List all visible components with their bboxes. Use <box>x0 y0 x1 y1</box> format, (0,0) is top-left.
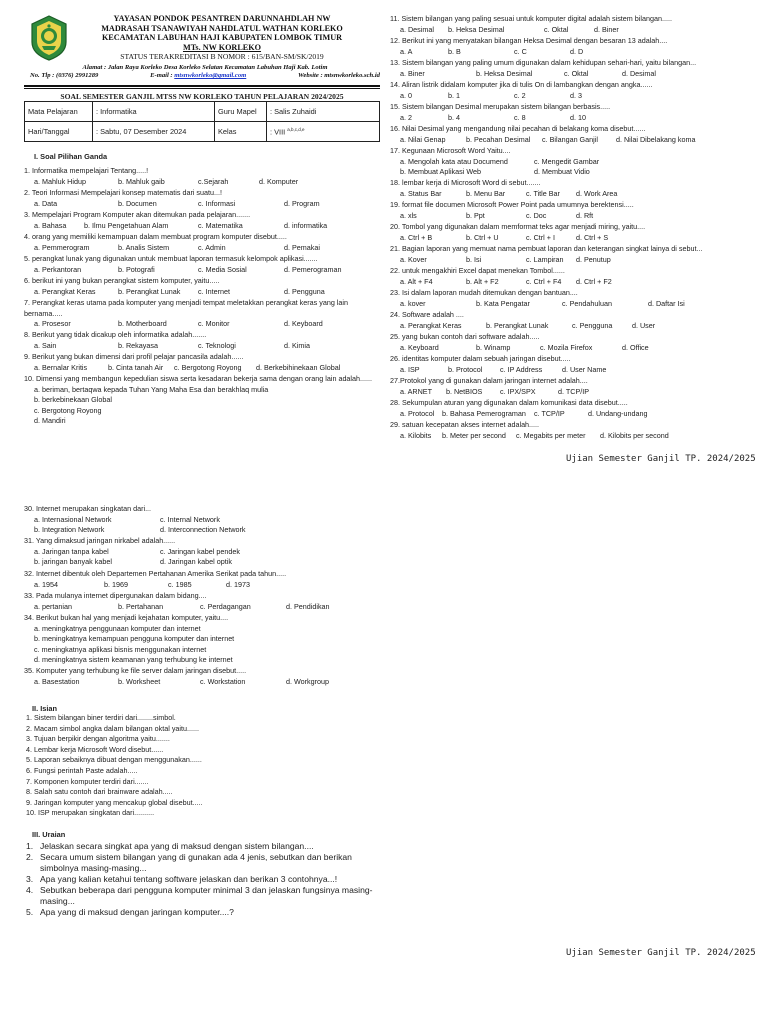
section-2-title: II. Isian <box>32 704 58 713</box>
option: d. Office <box>622 342 649 352</box>
option: d. Interconnection Network <box>160 525 246 535</box>
email-label: E-mail : <box>150 72 173 80</box>
fill-in-item: 6. Fungsi perintah Paste adalah..... <box>26 765 138 775</box>
question-text: 31. Yang dimaksud jaringan nirkabel adalah...... <box>24 536 176 545</box>
option: c. Internal Network <box>160 514 220 524</box>
page-footer: Ujian Semester Ganjil TP. 2024/2025 <box>566 948 756 958</box>
question-text: 2. Teori Informasi Mempelajari konsep matematis dari suatu...! <box>24 188 223 197</box>
option: a. Status Bar <box>400 188 442 198</box>
option: a. Ctrl + B <box>400 232 433 242</box>
question-30 <box>24 504 246 536</box>
option: c. Bilangan Ganjil <box>542 134 598 144</box>
letterhead-line: MADRASAH TSANAWIYAH NAHDLATUL WATHAN KORLEKO <box>101 23 343 33</box>
question-31 <box>24 536 240 568</box>
option: a. Alt + F4 <box>400 276 433 286</box>
option: a. Sain <box>34 340 57 350</box>
option: d. 1973 <box>226 579 250 589</box>
fill-in-list <box>26 713 203 819</box>
option: d. 3 <box>570 90 582 100</box>
option: d. Ctrl + S <box>576 232 609 242</box>
website-text: Website : mtsnwkorleko.sch.id <box>298 72 380 80</box>
option: d. Workgroup <box>286 676 330 686</box>
question-18 <box>390 178 617 199</box>
option: b. Perangkat Lunak <box>118 286 181 296</box>
essay-list <box>26 841 376 918</box>
question-14 <box>390 80 652 101</box>
question-text: 3. Mempelajari Program Komputer akan ditemukan pada pelajaran....... <box>24 210 251 219</box>
essay-text: Sebutkan beberapa dari pengguna komputer minimal 3 dan jelaskan fungsinya masing-masing... <box>40 885 373 906</box>
option: a. Desimal <box>400 24 434 34</box>
question-12 <box>390 36 667 57</box>
option: c. IPX/SPX <box>500 386 536 396</box>
essay-number: 4. <box>26 885 34 895</box>
option: b. B <box>448 46 461 56</box>
question-19 <box>390 200 634 221</box>
option: c. TCP/IP <box>534 408 565 418</box>
option: c. 1985 <box>168 579 192 589</box>
option: b. Analis Sistem <box>118 242 170 252</box>
fill-in-item: 1. Sistem bilangan biner terdiri dari........simbol. <box>26 713 176 722</box>
option: a. ISP <box>400 364 420 374</box>
essay-number: 1. <box>26 841 34 851</box>
question-text: 14. Aliran listrik didalam komputer jika di tulis On di lambangkan dengan angka...... <box>390 80 653 89</box>
option: a. Bahasa <box>34 220 67 230</box>
question-text: 7. Perangkat keras utama pada komputer yang menjadi tempat meletakkan perangkat keras yang lain bernama..... <box>24 298 349 318</box>
essay-item <box>26 885 376 907</box>
question-text: 13. Sistem bilangan yang paling umum digunakan dalam kehidupan sehari-hari, yaitu bilangan... <box>390 58 697 67</box>
option: c. Matematika <box>198 220 243 230</box>
option: b. 1969 <box>104 579 128 589</box>
question-15 <box>390 102 610 123</box>
question-29 <box>390 420 669 441</box>
question-text: 10. Dimensi yang membangun kepedulian siswa serta kesadaran bekerja sama dengan orang lain adalah...... <box>24 374 373 383</box>
fill-in-item: 9. Jaringan komputer yang mencakup global disebut..... <box>26 797 203 807</box>
question-text: 20. Tombol yang digunakan dalam memformat teks agar menjadi miring, yaitu.... <box>390 222 646 231</box>
class-value: : VIII <box>270 127 286 137</box>
option: d. Ctrl + F2 <box>576 276 612 286</box>
option: d. Nilai Dibelakang koma <box>616 134 696 144</box>
class-sections: a,b,c,d,e <box>287 126 305 132</box>
question-text: 8. Berikut yang tidak dicakup oleh informatika adalah....... <box>24 330 207 339</box>
option: d. Penutup <box>576 254 611 264</box>
option: a. 1954 <box>34 579 58 589</box>
option: a. Bernalar Kritis <box>34 362 88 372</box>
option: a. Nilai Genap <box>400 134 446 144</box>
option: c. Pendahuluan <box>562 298 612 308</box>
essay-text: Secara umum sistem bilangan yang di gunakan ada 4 jenis, sebutkan dan berikan simbolnya masing-masing... <box>40 852 352 873</box>
class-label: Kelas <box>215 122 267 142</box>
address-line: Alamat : Jalan Raya Korleko Desa Korleko Selatan Kecamatan Labuhan Haji Kab. Lotim <box>82 64 328 71</box>
option: d. Jaringan kabel optik <box>160 557 232 567</box>
option: c. Pengguna <box>572 320 613 330</box>
option: a. pertanian <box>34 601 72 611</box>
address-block <box>30 64 380 80</box>
question-5 <box>24 254 342 275</box>
question-text: 25. yang bukan contoh dari software adalah..... <box>390 332 540 341</box>
option: d. Pemakai <box>284 242 320 252</box>
essay-text: Apa yang kalian ketahui tentang software jelaskan dan berikan 3 contohnya...! <box>40 874 338 884</box>
option: d. User Name <box>562 364 607 374</box>
exam-info-table <box>24 101 380 142</box>
option: b. Rekayasa <box>118 340 158 350</box>
option: b. Protocol <box>448 364 483 374</box>
question-text: 30. Internet merupakan singkatan dari... <box>24 504 152 513</box>
option: c. IP Address <box>500 364 543 374</box>
option: b. Heksa Desimal <box>448 24 505 34</box>
option: c. Teknologi <box>198 340 236 350</box>
letterhead-line: KECAMATAN LABUHAN HAJI KABUPATEN LOMBOK TIMUR <box>101 33 343 43</box>
option: b. Integration Network <box>34 525 105 535</box>
option: d. Keyboard <box>284 319 323 329</box>
option: d. Pemerograman <box>284 264 342 274</box>
option: b. Membuat Aplikasi Web <box>400 167 481 177</box>
option: a. Kilobits <box>400 430 432 440</box>
question-23 <box>390 288 685 309</box>
option: d. User <box>632 320 656 330</box>
question-text: 33. Pada mulanya internet dipergunakan dalam bidang.... <box>24 591 207 600</box>
question-text: 34. Berikut bukan hal yang menjadi kejahatan komputer, yaitu.... <box>24 613 229 622</box>
option: c. Informasi <box>198 198 236 208</box>
option: b. Cinta tanah Air <box>108 362 164 372</box>
question-text: 12. Berikut ini yang menyatakan bilangan Heksa Desimal dengan besaran 13 adalah.... <box>390 36 668 45</box>
fill-in-item: 3. Tujuan berpikir dengan algoritma yaitu....... <box>26 734 170 744</box>
letterhead-line: YAYASAN PONDOK PESANTREN DARUNNAHDLAH NW <box>113 14 331 23</box>
option: d. D <box>570 46 584 56</box>
section-3-title: III. Uraian <box>32 830 66 839</box>
option: b. jaringan banyak kabel <box>34 557 112 567</box>
header-divider-thin <box>24 88 380 89</box>
question-text: 19. format file documen Microsoft Power Point pada umumnya berektensi..... <box>390 200 634 209</box>
fill-in-item: 8. Salah satu contoh dari brainware adalah..... <box>26 787 173 797</box>
question-20 <box>390 222 645 243</box>
essay-text: Apa yang di maksud dengan jaringan komputer....? <box>40 907 234 917</box>
question-27 <box>390 376 589 397</box>
option: b. berkebinekaan Global <box>34 395 112 405</box>
option: b. Pertahanan <box>118 601 164 611</box>
option: b. Meter per second <box>442 430 506 440</box>
question-1 <box>24 166 298 187</box>
option: d. 10 <box>570 112 586 122</box>
question-33 <box>24 591 330 612</box>
option: d. Desimal <box>622 68 656 78</box>
fill-in-item: 5. Laporan sebaiknya dibuat dengan menggunakan...... <box>26 755 202 765</box>
option: c. meningkatnya aplikasi bisnis menggunakan internet <box>34 644 207 654</box>
option: a. Perangkat Keras <box>400 320 462 330</box>
school-name: MTs. NW KORLEKO <box>182 42 262 52</box>
option: d. Daftar Isi <box>648 298 685 308</box>
option: a. xls <box>400 210 417 220</box>
option: c. C <box>514 46 527 56</box>
option: b. Ilmu Pengetahuan Alam <box>84 220 169 230</box>
question-text: 22. untuk mengakhiri Excel dapat menekan Tombol...... <box>390 266 565 275</box>
essay-number: 5. <box>26 907 34 917</box>
option: a. 2 <box>400 112 412 122</box>
option: b. NetBIOS <box>446 386 483 396</box>
option: b. Ctrl + U <box>466 232 499 242</box>
option: a. Pemmerogram <box>34 242 90 252</box>
option: a. 0 <box>400 90 412 100</box>
option: c. Mengedit Gambar <box>534 156 600 166</box>
question-32 <box>24 569 286 590</box>
question-11 <box>390 14 672 35</box>
section-1-title: I. Soal Pilihan Ganda <box>34 152 108 161</box>
option: d. Membuat Vidio <box>534 167 590 177</box>
option: b. Bahasa Pemerograman <box>442 408 526 418</box>
option: c.Sejarah <box>198 176 229 186</box>
option: b. Heksa Desimal <box>476 68 533 78</box>
option: c. Mozila Firefox <box>540 342 593 352</box>
option: d. Pengguna <box>284 286 325 296</box>
option: c. Ctrl + I <box>526 232 555 242</box>
option: b. Mahluk gaib <box>118 176 165 186</box>
option: d. Rft <box>576 210 594 220</box>
question-28 <box>390 398 648 419</box>
question-text: 35. Komputer yang terhubung ke file server dalam jaringan disebut..... <box>24 666 247 675</box>
essay-text: Jelaskan secara singkat apa yang di maksud dengan sistem bilangan.... <box>40 841 314 851</box>
question-text: 15. Sistem bilangan Desimal merupakan sistem bilangan berbasis..... <box>390 102 611 111</box>
question-text: 6. berikut ini yang bukan perangkat sistem komputer, yaitu..... <box>24 276 220 285</box>
question-text: 24. Software adalah .... <box>390 310 464 319</box>
option: c. Ctrl + F4 <box>526 276 562 286</box>
option: b. Alt + F2 <box>466 276 499 286</box>
option: b. Potografi <box>118 264 155 274</box>
option: d. Pendidikan <box>286 601 330 611</box>
option: d. Kimia <box>284 340 310 350</box>
fill-in-item: 2. Macam simbol angka dalam bilangan oktal yaitu...... <box>26 723 199 733</box>
date-label: Hari/Tanggal <box>25 122 93 142</box>
option: b. meningkatnya kemampuan pengguna komputer dan internet <box>34 634 235 644</box>
option: d. TCP/IP <box>558 386 590 396</box>
option: c. Lampiran <box>526 254 564 264</box>
option: a. Prosesor <box>34 319 71 329</box>
question-4 <box>24 232 320 253</box>
question-17 <box>390 146 599 178</box>
question-9 <box>24 352 340 373</box>
option: c. Bergotong Royong <box>34 405 102 415</box>
option: b. Motherboard <box>118 319 167 329</box>
question-26 <box>390 354 606 375</box>
date-value: : Sabtu, 07 Desember 2024 <box>93 122 215 142</box>
header-divider <box>24 85 380 87</box>
teacher-label: Guru Mapel <box>215 102 267 122</box>
option: d. Program <box>284 198 320 208</box>
question-text: 26. identitas komputer dalam sebuah jaringan disebut..... <box>390 354 571 363</box>
question-text: 28. Sekumpulan aturan yang digunakan dalam komunikasi data disebut..... <box>390 398 628 407</box>
question-35 <box>24 666 329 687</box>
question-text: 4. orang yang memiliki kemampuan dalam membuat program komputer disebut..... <box>24 232 287 241</box>
option: d. Undang-undang <box>588 408 648 418</box>
option: b. Kata Pengatar <box>476 298 530 308</box>
option: c. Jaringan kabel pendek <box>160 546 240 556</box>
question-34 <box>24 613 234 666</box>
option: c. Oktal <box>564 68 589 78</box>
essay-item <box>26 907 376 918</box>
option: c. Monitor <box>198 319 230 329</box>
email-link[interactable]: mtsnwkorleko@gmail.com <box>174 72 247 80</box>
option: d. Komputer <box>259 176 299 186</box>
option: d. Biner <box>594 24 619 34</box>
question-text: 23. Isi dalam laporan mudah ditemukan dengan bantuan.... <box>390 288 578 297</box>
option: b. Worksheet <box>118 676 161 686</box>
question-text: 17. Kegunaan Microsoft Word Yaitu.... <box>390 146 511 155</box>
question-2 <box>24 188 320 209</box>
teacher-value: : Salis Zuhaidi <box>267 102 380 122</box>
fill-in-item: 7. Komponen komputer terdiri dari....... <box>26 776 149 786</box>
option: b. Menu Bar <box>466 188 506 198</box>
question-21 <box>390 244 702 265</box>
option: a. Mengolah kata atau Documend <box>400 156 508 166</box>
option: c. Internet <box>198 286 230 296</box>
fill-in-item: 4. Lembar kerja Microsoft Word disebut...... <box>26 744 164 754</box>
essay-item <box>26 874 376 885</box>
option: b. Pecahan Desimal <box>466 134 531 144</box>
option: c. Admin <box>198 242 226 252</box>
question-3 <box>24 210 327 231</box>
option: a. A <box>400 46 413 56</box>
option: d. Work Area <box>576 188 618 198</box>
option: a. Keyboard <box>400 342 439 352</box>
page-footer: Ujian Semester Ganjil TP. 2024/2025 <box>566 454 756 464</box>
option: a. Perangkat Keras <box>34 286 96 296</box>
phone-number: No. Tlp : (0376) 2991289 <box>30 72 99 80</box>
question-text: 5. perangkat lunak yang digunakan untuk membuat laporan termasuk kelompok aplikasi....... <box>24 254 318 263</box>
question-text: 29. satuan kecepatan akses internet adalah..... <box>390 420 540 429</box>
option: a. Protocol <box>400 408 435 418</box>
option: c. Perdagangan <box>200 601 251 611</box>
option: c. Oktal <box>544 24 569 34</box>
option: b. Winamp <box>476 342 511 352</box>
subject-value: : Informatika <box>93 102 215 122</box>
option: b. 4 <box>448 112 460 122</box>
essay-number: 3. <box>26 874 34 884</box>
option: a. Basestation <box>34 676 80 686</box>
option: d. Kilobits per second <box>600 430 669 440</box>
option: a. Mahluk Hidup <box>34 176 86 186</box>
question-6 <box>24 276 325 297</box>
question-text: 32. Internet dibentuk oleh Departemen Pertahanan Amerika Serikat pada tahun..... <box>24 569 287 578</box>
option: d. informatika <box>284 220 328 230</box>
option: d. Berkebihinekaan Global <box>256 362 341 372</box>
option: d. meningkatnya sistem keamanan yang terhubung ke internet <box>34 655 233 665</box>
exam-title: SOAL SEMESTER GANJIL MTSS NW KORLEKO TAHUN PELAJARAN 2024/2025 <box>60 92 344 101</box>
essay-item <box>26 841 376 852</box>
question-13 <box>390 58 696 79</box>
essay-item <box>26 852 376 874</box>
option: a. Perkantoran <box>34 264 82 274</box>
question-text: 9. Berikut yang bukan dimensi dari profil pelajar pancasila adalah...... <box>24 352 244 361</box>
option: b. Isi <box>466 254 482 264</box>
question-22 <box>390 266 612 287</box>
letterhead <box>62 14 382 62</box>
option: d. Mandiri <box>34 416 66 426</box>
class-cell <box>267 122 380 142</box>
option: a. ARNET <box>400 386 432 396</box>
option: a. beriman, bertaqwa kepada Tuhan Yang Maha Esa dan berakhlaq mulia <box>34 384 269 394</box>
option: c. Doc <box>526 210 547 220</box>
question-16 <box>390 124 696 145</box>
accreditation-status: STATUS TERAKREDITASI B NOMOR : 615/BAN-SM/SK/2019 <box>120 52 324 62</box>
question-text: 11. Sistem bilangan yang paling sesuai untuk komputer digital adalah sistem bilangan..... <box>390 14 672 23</box>
option: c. Bergotong Royong <box>174 362 242 372</box>
option: b. Perangkat Lunak <box>486 320 549 330</box>
option: b. 1 <box>448 90 460 100</box>
option: c. Megabits per meter <box>516 430 586 440</box>
question-25 <box>390 332 649 353</box>
option: a. Jaringan tanpa kabel <box>34 546 109 556</box>
question-text: 1. Informatika mempelajari Tentang.....! <box>24 166 149 175</box>
option: a. Kover <box>400 254 427 264</box>
option: c. 2 <box>514 90 526 100</box>
fill-in-item: 10. ISP merupakan singkatan dari.......... <box>26 808 155 818</box>
question-text: 18. lembar kerja di Microsoft Word di sebut....... <box>390 178 541 187</box>
question-text: 16. Nilai Desimal yang mengandung nilai pecahan di belakang koma disebut...... <box>390 124 646 133</box>
question-24 <box>390 310 655 331</box>
option: a. kover <box>400 298 426 308</box>
option: a. Internasional Network <box>34 514 112 524</box>
question-text: 21. Bagian laporan yang memuat nama pembuat laporan dan keterangan singkat lainya di sebut... <box>390 244 703 253</box>
option: a. meningkatnya penggunaan komputer dan internet <box>34 623 201 633</box>
question-8 <box>24 330 310 351</box>
question-text: 27.Protokol yang di gunakan dalam jaringan internet adalah.... <box>390 376 588 385</box>
option: c. Workstation <box>200 676 246 686</box>
option: a. Data <box>34 198 58 208</box>
option: c. Media Sosial <box>198 264 247 274</box>
option: a. Biner <box>400 68 425 78</box>
question-10 <box>24 374 380 427</box>
essay-number: 2. <box>26 852 34 862</box>
option: c. Title Bar <box>526 188 560 198</box>
option: c. 8 <box>514 112 526 122</box>
option: b. Ppt <box>466 210 485 220</box>
subject-label: Mata Pelajaran <box>25 102 93 122</box>
option: b. Documen <box>118 198 157 208</box>
question-7 <box>24 298 380 330</box>
